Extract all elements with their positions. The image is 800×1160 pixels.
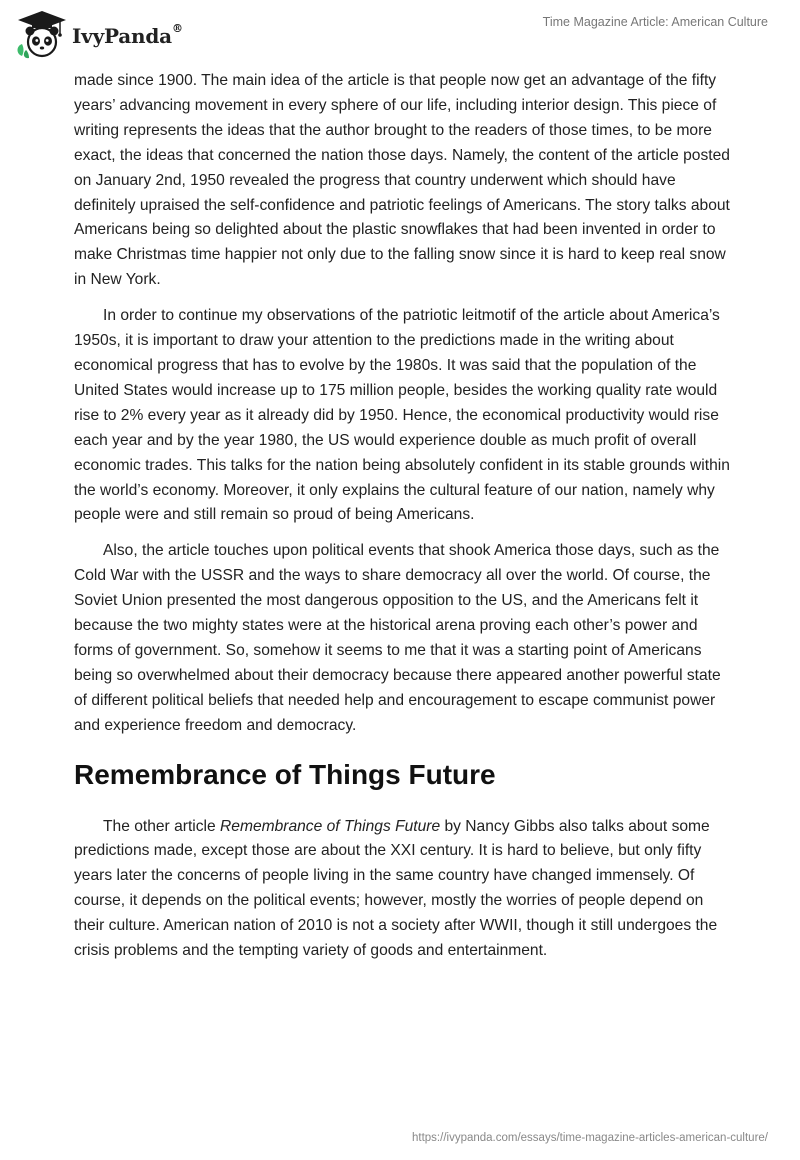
document-title: Time Magazine Article: American Culture [542,15,768,29]
panda-graduate-icon [14,8,70,60]
paragraph: Also, the article touches upon political events that shook America those days, such as the Cold War with the USSR and the ways to share democracy all over the world. Of course, the Soviet Union presented the most dangerous opposition to the US, and the Americans felt it because the two mighty states were at the historical arena proving each other’s power and forms of government. So, somehow it seems to me that it was a starting point of Americans being so overwhelmed about their democracy because there appeared another powerful state of different political beliefs that needed help and encouragement to escape communist power and experience freedom and democracy. [74,542,721,734]
logo-wordmark: IvyPanda® [72,22,183,48]
section-heading: Remembrance of Things Future [74,758,496,790]
paragraph: The other article Remembrance of Things Future by Nancy Gibbs also talks about some predictions made, except those are about the XXI century. It is hard to believe, but only fifty years later the concerns of people living in the same country have changed immensely. Of course, it depends on the political events; however, mostly the worries of people depend on their culture. American nation of 2010 is not a society after WWII, though it still undergoes the crisis problems and the tempting variety of goods and entertainment. [74,817,718,960]
paragraph: made since 1900. The main idea of the article is that people now get an advantage of the fifty years’ advancing movement in every sphere of our life, including interior design. This piece of writing represents the ideas that the author brought to the readers of those times, to be more exact, the ideas that concerned the nation those days. Namely, the content of the article posted on January 2nd, 1950 revealed the progress that country underwent which should have definitely upraised the self-confidence and patriotic feelings of Americans. The story talks about Americans being so delighted about the plastic snowflakes that had been invented in order to make Christmas time happier not only due to the falling snow since it is hard to keep real snow in New York. [74,72,730,289]
article-body [74,69,734,975]
paragraph: In order to continue my observations of the patriotic leitmotif of the article about America’s 1950s, it is important to draw your attention to the predictions made in the writing about economical progress that has to evolve by the 1980s. It was said that the population of the United States would increase up to 175 million people, besides the working quality rate would rise to 2% every year as it already did by 1950. Hence, the economical productivity would rise each year and by the year 1980, the US would experience double as much profit of overall economic trades. This talks for the nation being absolutely confident in its stable grounds within the world’s economy. Moreover, it only explains the cultural feature of our nation, namely why people were and still remain so proud of being Americans. [74,307,730,524]
article-title-italic: Remembrance of Things Future [220,817,441,835]
source-url[interactable]: https://ivypanda.com/essays/time-magazine-articles-american-culture/ [412,1132,768,1144]
page-header [0,0,800,70]
ivypanda-logo[interactable] [14,8,183,60]
